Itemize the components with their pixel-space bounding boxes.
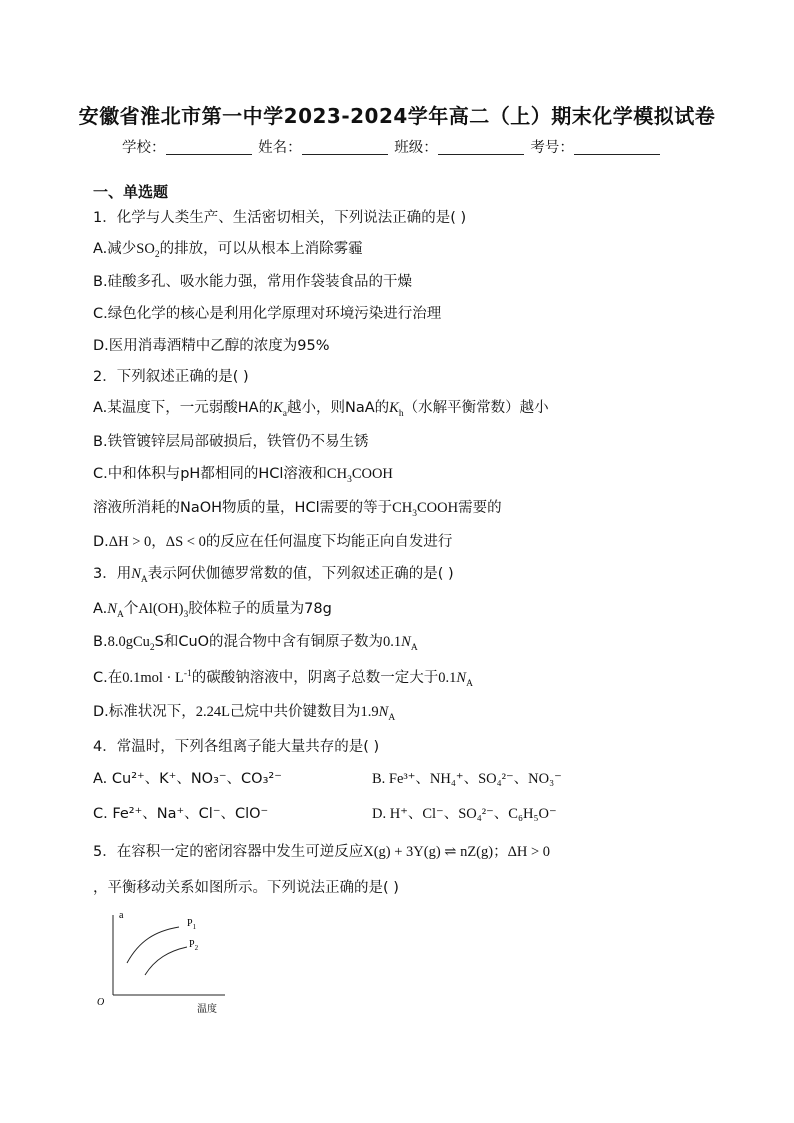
exam-title: 安徽省淮北市第一中学2023-2024学年高二（上）期末化学模拟试卷: [78, 104, 716, 128]
q5-stem: 5．在容积一定的密闭容器中发生可逆反应X(g) + 3Y(g) ⇌ nZ(g)；ΔH > 0: [93, 844, 551, 860]
school-label: 学校：: [122, 140, 166, 156]
q1-option-b: B.硅酸多孔、吸水能力强，常用作袋装食品的干燥: [93, 274, 413, 290]
y-axis-label: a: [119, 910, 124, 921]
student-info-bar: [122, 136, 662, 157]
q4-option-c: C. Fe²⁺、Na⁺、Cl⁻、ClO⁻: [93, 806, 269, 822]
q1-option-a: A.减少$SO_2$的排放，可以从根本上消除雾霾: [93, 241, 363, 260]
section-heading: 一、单选题: [93, 183, 169, 201]
q3-option-d: D.标准状况下，2.24L己烷中共价键数目为$1.9N_A$: [93, 704, 396, 723]
q5-stem-continued: ，平衡移动关系如图所示。下列说法正确的是( ): [93, 880, 399, 896]
name-blank[interactable]: [302, 140, 388, 155]
q2-option-c: C.中和体积与pH都相同的HCl溶液和$CH_3COOH$: [93, 466, 393, 485]
x-axis-label: 温度: [197, 1004, 217, 1015]
class-blank[interactable]: [438, 140, 524, 155]
p1-label: $P_1$: [187, 918, 197, 931]
q4-option-d: D. H⁺、Cl⁻、SO₄²⁻、C₆H₅O⁻: [372, 806, 557, 822]
q3-option-a: $A.N_A$个$Al(OH)_3$胶体粒子的质量为78g: [93, 601, 332, 620]
q2-option-a: A.某温度下，一元弱酸HA的$K_a$越小，则NaA的$K_h$（水解平衡常数）越小: [93, 400, 549, 419]
curve-p1: [127, 927, 179, 963]
exam-no-blank[interactable]: [574, 140, 660, 155]
q3-option-c: C.在$0.1mol \cdot L^{-1}$的碳酸钠溶液中，阴离子总数一定大于$0.1N_A$: [93, 669, 473, 689]
class-label: 班级：: [394, 140, 438, 156]
q2-option-c-continued: 溶液所消耗的NaOH物质的量，HCl需要的等于$CH_3COOH$需要的: [93, 500, 502, 519]
origin-label: O: [97, 997, 105, 1008]
q1-option-d: D.医用消毒酒精中乙醇的浓度为95%: [93, 338, 330, 354]
q2-stem: 2．下列叙述正确的是( ): [93, 369, 249, 385]
exam-no-label: 考号：: [530, 140, 574, 156]
q2-option-d: D.ΔH > 0，ΔS < 0的反应在任何温度下均能正向自发进行: [93, 534, 453, 550]
q1-stem: 1．化学与人类生产、生活密切相关，下列说法正确的是( ): [93, 210, 467, 226]
equilibrium-graph: [93, 905, 233, 1015]
p2-label: $P_2$: [189, 939, 199, 952]
q3-stem: 3．用$N_A$表示阿伏伽德罗常数的值，下列叙述正确的是( ): [93, 566, 454, 585]
curve-p2: [145, 947, 187, 975]
q2-option-b: B.铁管镀锌层局部破损后，铁管仍不易生锈: [93, 434, 369, 450]
q4-stem: 4．常温时，下列各组离子能大量共存的是( ): [93, 739, 380, 755]
q4-option-a: A. Cu²⁺、K⁺、NO₃⁻、CO₃²⁻: [93, 771, 282, 787]
q1-option-c: C.绿色化学的核心是利用化学原理对环境污染进行治理: [93, 306, 442, 322]
name-label: 姓名：: [258, 140, 302, 156]
school-blank[interactable]: [166, 140, 252, 155]
q3-option-b: B.8.0gCu$_2$S和CuO的混合物中含有铜原子数为$0.1N_A$: [93, 634, 418, 653]
q4-option-b: B. Fe³⁺、NH₄⁺、SO₄²⁻、NO₃⁻: [372, 771, 562, 787]
